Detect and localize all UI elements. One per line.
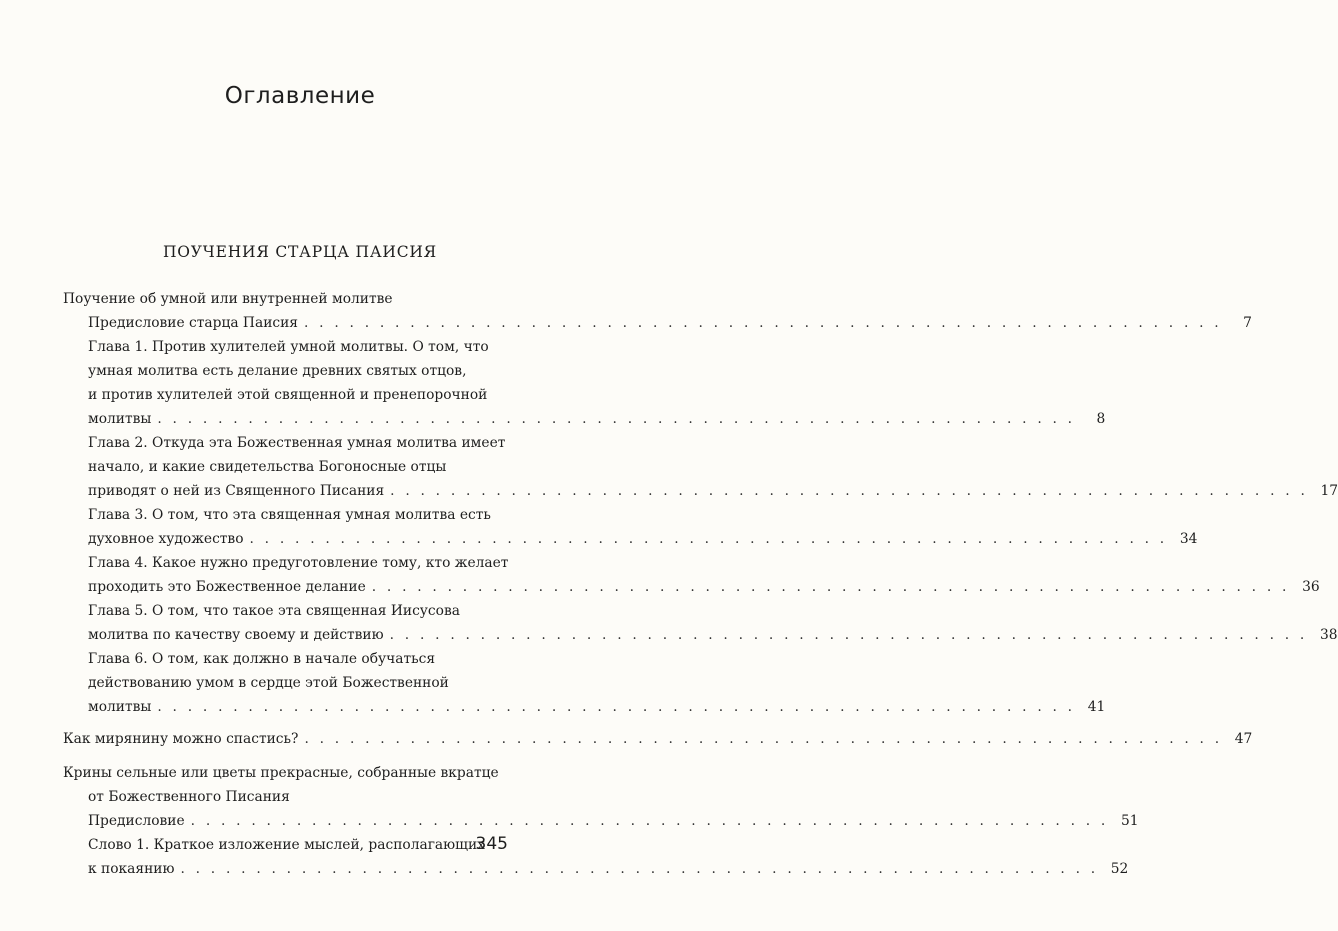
entry-title: приводят о ней из Священного Писания xyxy=(88,483,385,499)
part-title: Как мирянину можно спастись? xyxy=(63,731,299,747)
dot-leader: . . . . . . . . . . . . . . . . . . . . . . . . . . . . . . . . . . . . . . . . . . . . . . . . . . . . . . . . . . . . . xyxy=(304,731,1223,747)
section-heading: ПОУЧЕНИЯ СТАРЦА ПАИСИЯ xyxy=(162,243,438,261)
entry-title: молитвы xyxy=(88,411,152,427)
part-title: Поучение об умной или внутренней молитве xyxy=(63,291,393,307)
dot-leader: . . . . . . . . . . . . . . . . . . . . . . . . . . . . . . . . . . . . . . . . . . . . . . . . . . . . . . . . . . . . . xyxy=(190,813,1109,829)
entry-line: Глава 4. Какое нужно предуготовление тому, кто желает xyxy=(88,555,509,571)
entry-line: начало, и какие свидетельства Богоносные отцы xyxy=(88,459,447,475)
entry-title: духовное художество xyxy=(88,531,244,547)
entry-page-number: 38 xyxy=(1319,627,1338,643)
entry-line: Глава 3. О том, что эта священная умная молитва есть xyxy=(88,507,491,523)
entry-page-number: 8 xyxy=(1096,411,1106,427)
toc-entry-preface-paisius[interactable] xyxy=(63,311,1252,335)
dot-leader: . . . . . . . . . . . . . . . . . . . . . . . . . . . . . . . . . . . . . . . . . . . . . . . . . . . . . . . . . . . . . xyxy=(371,579,1290,595)
toc-entry-preface[interactable] xyxy=(63,809,1139,833)
dot-leader: . . . . . . . . . . . . . . . . . . . . . . . . . . . . . . . . . . . . . . . . . . . . . . . . . . . . . . . . . . . . . xyxy=(180,861,1099,877)
entry-line: умная молитва есть делание древних святых отцов, xyxy=(88,363,467,379)
toc-part-2[interactable] xyxy=(63,727,1253,751)
dot-leader: . . . . . . . . . . . . . . . . . . . . . . . . . . . . . . . . . . . . . . . . . . . . . . . . . . . . . . . . . . . . . xyxy=(157,411,1076,427)
toc-entry-chapter-5[interactable] xyxy=(63,599,1338,647)
dot-leader: . . . . . . . . . . . . . . . . . . . . . . . . . . . . . . . . . . . . . . . . . . . . . . . . . . . . . . . . . . . . . xyxy=(157,699,1076,715)
entry-line: действованию умом в сердце этой Божественной xyxy=(88,675,449,691)
entry-page-number: 41 xyxy=(1087,699,1106,715)
dot-leader: . . . . . . . . . . . . . . . . . . . . . . . . . . . . . . . . . . . . . . . . . . . . . . . . . . . . . . . . . . . . . xyxy=(390,483,1309,499)
entry-line: Глава 1. Против хулителей умной молитвы. О том, что xyxy=(88,339,489,355)
dot-leader: . . . . . . . . . . . . . . . . . . . . . . . . . . . . . . . . . . . . . . . . . . . . . . . . . . . . . . . . . . . . . xyxy=(249,531,1168,547)
entry-title: проходить это Божественное делание xyxy=(88,579,366,595)
toc-entry-chapter-1[interactable] xyxy=(63,335,1106,431)
table-of-contents xyxy=(63,287,1338,885)
toc-entry-chapter-2[interactable] xyxy=(63,431,1338,503)
toc-entry-chapter-6[interactable] xyxy=(63,647,1106,719)
entry-page-number: 52 xyxy=(1110,861,1129,877)
toc-part-1 xyxy=(63,287,1338,719)
entry-title: молитвы xyxy=(88,699,152,715)
part-title-line: от Божественного Писания xyxy=(88,789,290,805)
entry-page-number: 36 xyxy=(1302,579,1320,595)
entry-title: молитва по качеству своему и действию xyxy=(88,627,384,643)
dot-leader: . . . . . . . . . . . . . . . . . . . . . . . . . . . . . . . . . . . . . . . . . . . . . . . . . . . . . . . . . . . . . xyxy=(304,315,1222,331)
entry-page-number: 7 xyxy=(1243,315,1252,331)
entry-line: Глава 5. О том, что такое эта священная Иисусова xyxy=(88,603,460,619)
entry-page-number: 47 xyxy=(1234,731,1253,747)
entry-title: Предисловие старца Паисия xyxy=(88,315,299,331)
part-title-line: Крины сельные или цветы прекрасные, собранные вкратце xyxy=(63,765,499,781)
entry-page-number: 17 xyxy=(1320,483,1338,499)
entry-page-number: 51 xyxy=(1120,813,1139,829)
toc-entry-chapter-4[interactable] xyxy=(63,551,1320,599)
entry-title: Предисловие xyxy=(88,813,185,829)
entry-page-number: 34 xyxy=(1179,531,1198,547)
entry-line: Глава 6. О том, как должно в начале обучаться xyxy=(88,651,436,667)
entry-line: Глава 2. Откуда эта Божественная умная молитва имеет xyxy=(88,435,506,451)
toc-entry-chapter-3[interactable] xyxy=(63,503,1198,551)
page-number: 345 xyxy=(475,834,508,854)
entry-title: к покаянию xyxy=(88,861,175,877)
entry-line: и против хулителей этой священной и пренепорочной xyxy=(88,387,488,403)
toc-entry-word-1[interactable] xyxy=(63,833,1129,881)
dot-leader: . . . . . . . . . . . . . . . . . . . . . . . . . . . . . . . . . . . . . . . . . . . . . . . . . . . . . . . . . . . . . xyxy=(389,627,1308,643)
page-title: Оглавление xyxy=(224,83,376,110)
entry-line: Слово 1. Краткое изложение мыслей, располагающих xyxy=(88,837,485,853)
toc-part-3 xyxy=(63,761,1139,881)
